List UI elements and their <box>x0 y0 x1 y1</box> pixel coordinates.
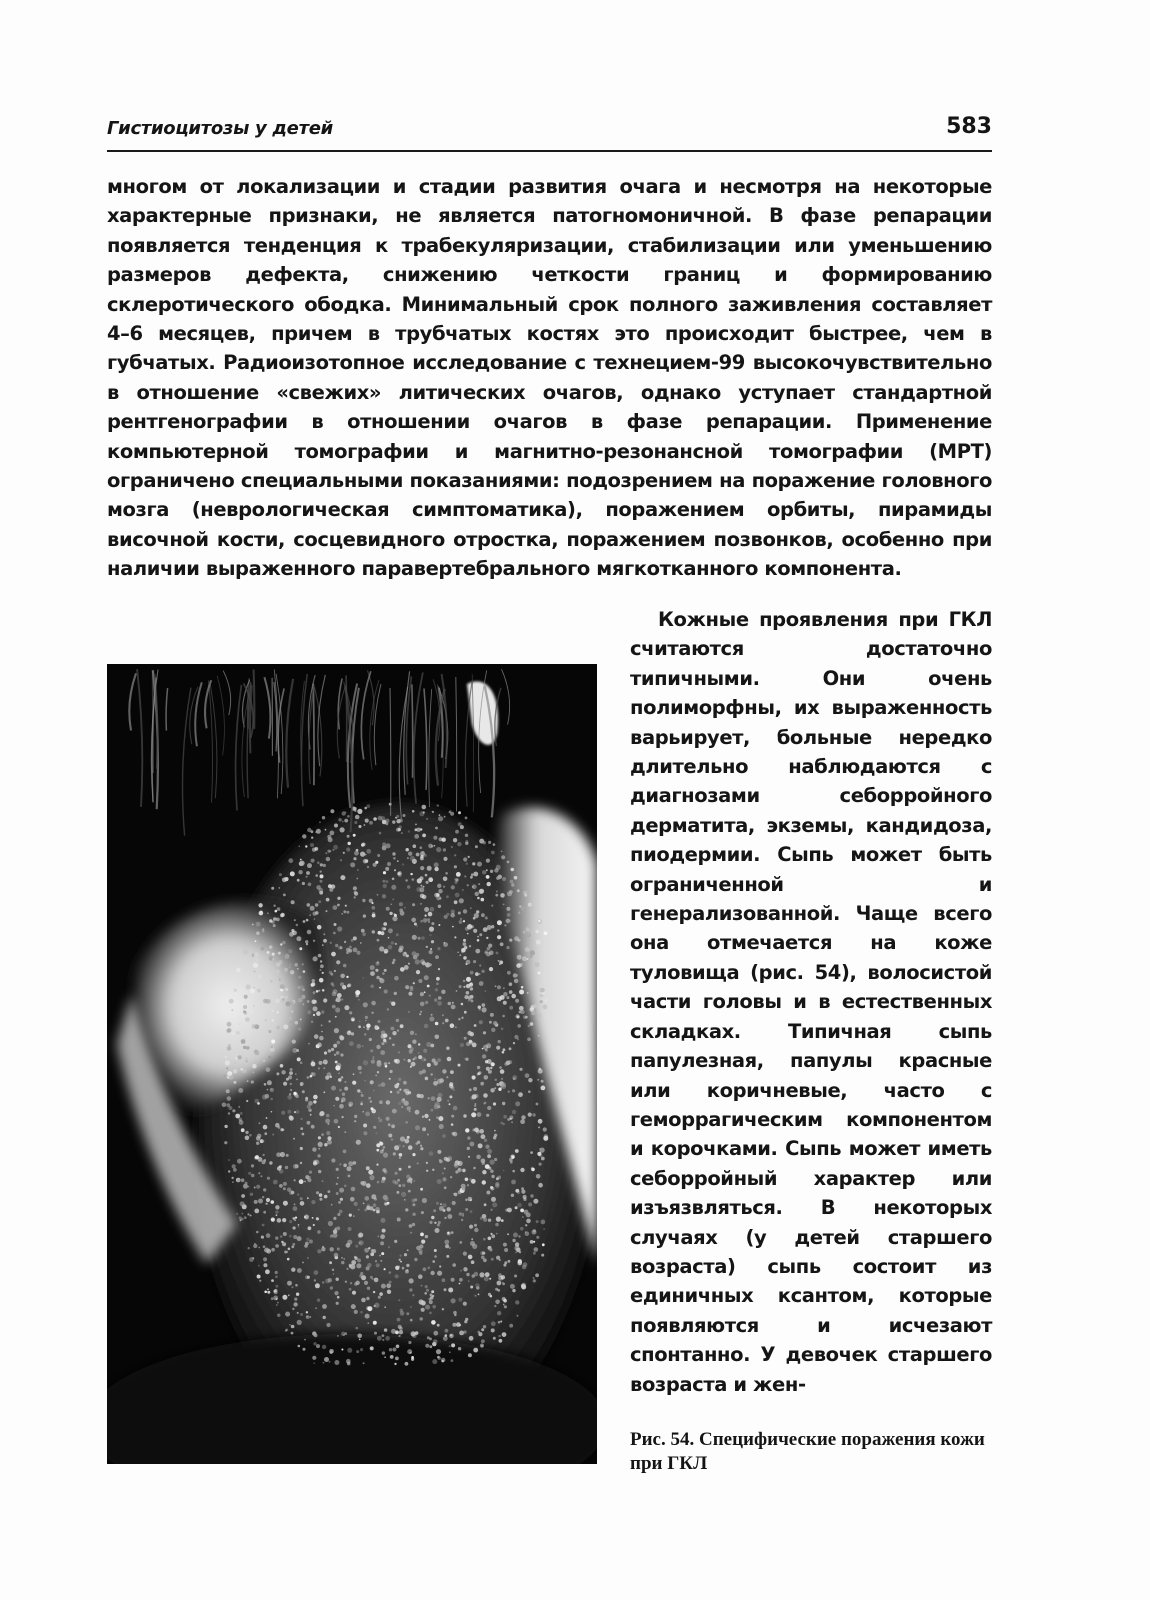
paragraph-side: Кожные проявления при ГКЛ считаются достаточно типичными. Они очень полиморфны, их выраженность варьирует, больные нередко длительно наблюдаются с диагнозами себорройного дерматита, экземы, кандидоза, пиодермии. Сыпь может быть ограниченной и генерализованной. Чаще всего она отмечается на коже туловища (рис. 54), волосистой части головы и в естественных складках. Типичная сыпь папулезная, папулы красные или коричневые, часто с геморрагическим компонентом и корочками. Сыпь может иметь себорройный характер или изъязвляться. В некоторых случаях (у детей старшего возраста) сыпь состоит из единичных ксантом, которые появляются и исчезают спонтанно. У девочек старшего возраста и жен- <box>630 608 992 1396</box>
photo-image <box>107 664 597 1464</box>
figure-caption: Рис. 54. Специфические поражения кожи при ГКЛ <box>630 1429 985 1474</box>
paragraph-top: многом от локализации и стадии развития очага и несмотря на некоторые характерные признаки, не является патогномоничной. В фазе репарации появляется тенденция к трабекуляризации, стабилизации или уменьшению размеров дефекта, снижению четкости границ и формированию склеротического ободка. Минимальный срок полного заживления составляет 4–6 месяцев, причем в трубчатых костях это происходит быстрее, чем в губчатых. Радиоизотопное исследование с технецием-99 высокочувствительно в отношение «свежих» литических очагов, однако уступает стандартной рентгенографии в отношении очагов в фазе репарации. Применение компьютерной томографии и магнитно-резонансной томографии (МРТ) ограничено специальными показаниями: подозрением на поражение головного мозга (неврологическая симптоматика), поражением орбиты, пирамиды височной кости, сосцевидного отростка, поражением позвонков, особенно при наличии выраженного паравертебрального мягкотканного компонента. <box>107 175 992 581</box>
page-number: 583 <box>946 114 992 139</box>
running-title: Гистиоцитозы у детей <box>107 118 333 139</box>
running-header <box>107 110 992 152</box>
figure-photo-skin-lesions <box>107 664 597 1464</box>
